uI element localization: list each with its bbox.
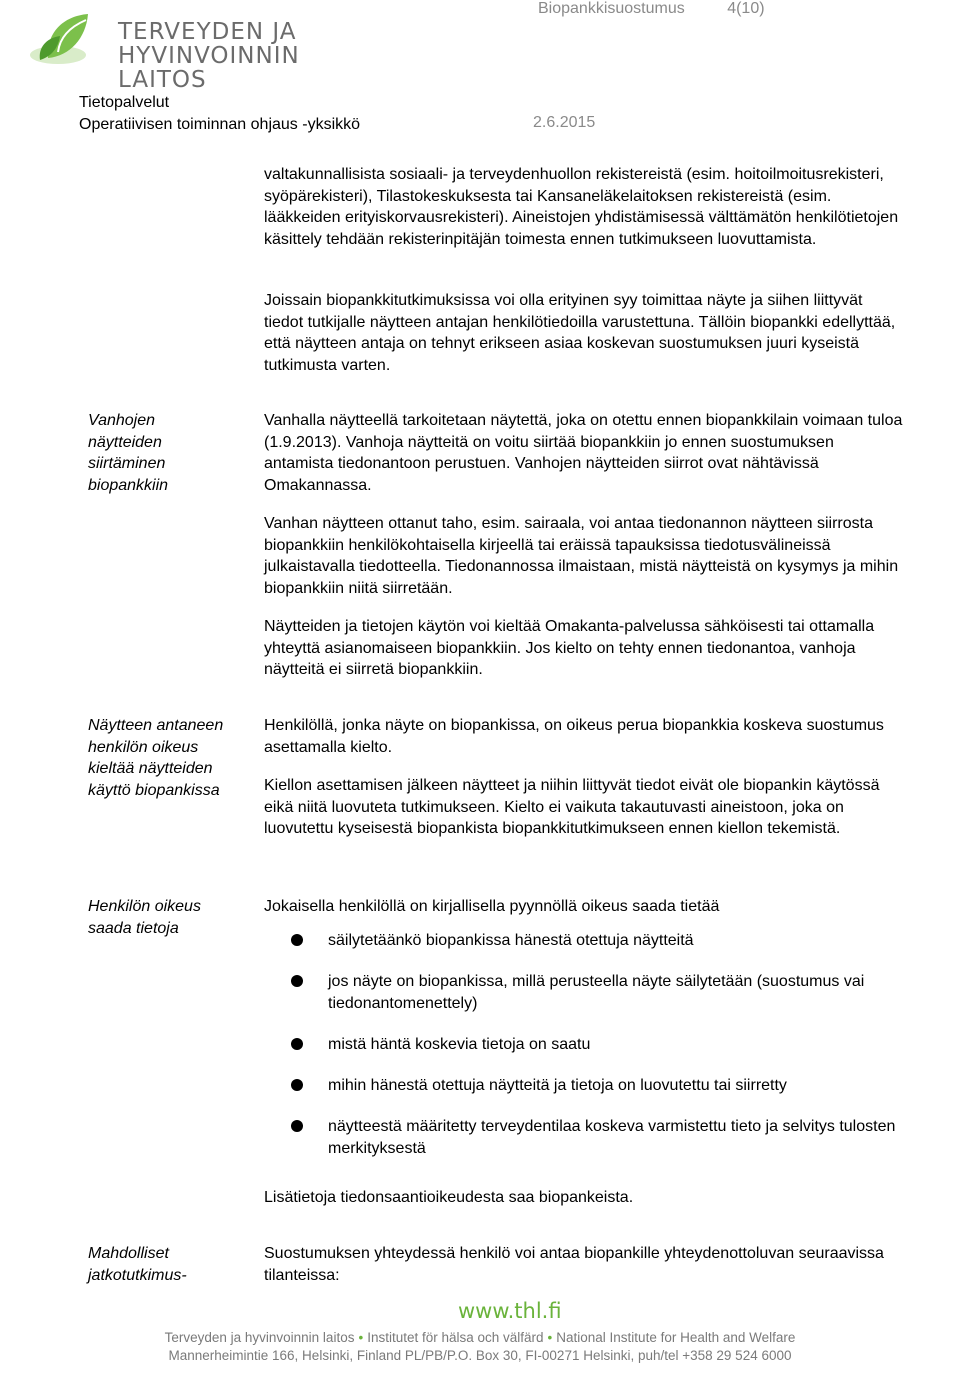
sub-unit-name: Operatiivisen toiminnan ohjaus -yksikkö [79,116,361,133]
footer-names: Terveyden ja hyvinvoinnin laitos • Institutet för hälsa och välfärd • National Institute for Health and Welfare [164,1330,796,1345]
paragraph: Vanhalla näytteellä tarkoitetaan näytettä, joka on otettu ennen biopankkilain voimaan tuloa (1.9.2013). Vanhoja näytteitä on voitu siirtää biopankkiin jo ennen suostumuksen antamista tiedonantoon perustuen. Vanhojen näytteiden siirrot ovat nähtävissä Omakannassa. [264,412,903,494]
bullet-icon [291,975,303,987]
list-item: mistä häntä koskevia tietoja on saatu [264,1034,904,1056]
page-number: 4(10) [727,0,765,17]
section-label: Vanhojen näytteiden siirtäminen biopankkiin [88,412,169,494]
leaf-logo-icon [28,8,118,70]
organization-name: TERVEYDEN JA HYVINVOINNIN LAITOS [118,19,300,93]
unit-name: Tietopalvelut [79,94,170,111]
thl-logo [28,8,378,93]
bullet-icon [291,934,303,946]
website-link[interactable]: www.thl.fi [458,1299,562,1323]
document-title: Biopankkisuostumus [538,0,685,17]
footer-address: Mannerheimintie 166, Helsinki, Finland PL/PB/P.O. Box 30, FI-00271 Helsinki, puh/tel +358 29 524 6000 [168,1348,792,1363]
paragraph: Suostumuksen yhteydessä henkilö voi antaa biopankille yhteydenottoluvan seuraavissa tilanteissa: [264,1245,884,1284]
section-label: Henkilön oikeus saada tietoja [88,898,201,937]
bullet-icon [291,1038,303,1050]
list-item: mihin hänestä otettuja näytteitä ja tietoja on luovutettu tai siirretty [264,1075,904,1097]
list-item: säilytetäänkö biopankissa hänestä otettuja näytteitä [264,930,904,952]
list-item: näytteestä määritetty terveydentilaa koskeva varmistettu tieto ja selvitys tulosten merkityksestä [264,1116,904,1160]
section-label: Näytteen antaneen henkilön oikeus kieltää näytteiden käyttö biopankissa [88,717,224,799]
section-label: Mahdolliset jatkotutkimus- [88,1245,187,1284]
paragraph: Jokaisella henkilöllä on kirjallisella pyynnöllä oikeus saada tietää [264,898,720,915]
document-date: 2.6.2015 [533,114,596,131]
bullet-icon [291,1079,303,1091]
document-header [538,0,803,18]
unit-info [79,92,360,136]
paragraph: Joissain biopankkitutkimuksissa voi olla erityinen syy toimittaa näyte ja siihen liittyvät tiedot tutkijalle näytteen antajan henkilötiedoilla varustettuna. Tällöin biopankki edellyttää, että näytteen antaja on tehnyt erikseen asiaa koskevan suostumuksen juuri kyseistä tutkimusta varten. [264,292,896,374]
bullet-icon [291,1120,303,1132]
paragraph: Lisätietoja tiedonsaantioikeudesta saa biopankeista. [264,1189,634,1206]
paragraph: Henkilöllä, jonka näyte on biopankissa, on oikeus perua biopankkia koskeva suostumus asettamalla kielto. [264,717,884,756]
paragraph: Vanhan näytteen ottanut taho, esim. sairaala, voi antaa tiedonannon näytteen siirrosta biopankkiin henkilökohtaisella kirjeellä tai eräissä tapauksissa tiedotusvälineissä julkaistavalla tiedotteella. Tiedonannossa ilmaistaan, mistä näytteistä on kysymys ja mihin biopankkiin niitä siirretään. [264,515,899,597]
paragraph: valtakunnallisista sosiaali- ja terveydenhuollon rekistereistä (esim. hoitoilmoitusrekisteri, syöpärekisteri), Tilastokeskuksesta tai Kansaneläkelaitoksen rekistereistä (esim. lääkkeiden erityiskorvausrekisteri). Aineistojen yhdistämisessä välttämätön henkilötietojen käsittely tehdään rekisterinpitäjän toimesta ennen tutkimukseen luovuttamista. [264,166,899,248]
paragraph: Kiellon asettamisen jälkeen näytteet ja niihin liittyvät tiedot eivät ole biopankin käytössä eikä niitä luovuteta tutkimukseen. Kielto ei vaikuta takautuvasti aineistoon, joka on luovutettu kyseisestä biopankista biopankkitutkimukseen ennen kiellon tekemistä. [264,777,880,837]
list-item: jos näyte on biopankissa, millä perusteella näyte säilytetään (suostumus vai tiedonantomenettely) [264,971,904,1015]
bullet-list [264,930,904,1179]
paragraph: Näytteiden ja tietojen käytön voi kieltää Omakanta-palvelussa sähköisesti tai ottamalla yhteyttä asianomaiseen biopankkiin. Jos kielto on tehty ennen tiedonantoa, vanhoja näytteitä ei siirretä biopankkiin. [264,618,875,678]
